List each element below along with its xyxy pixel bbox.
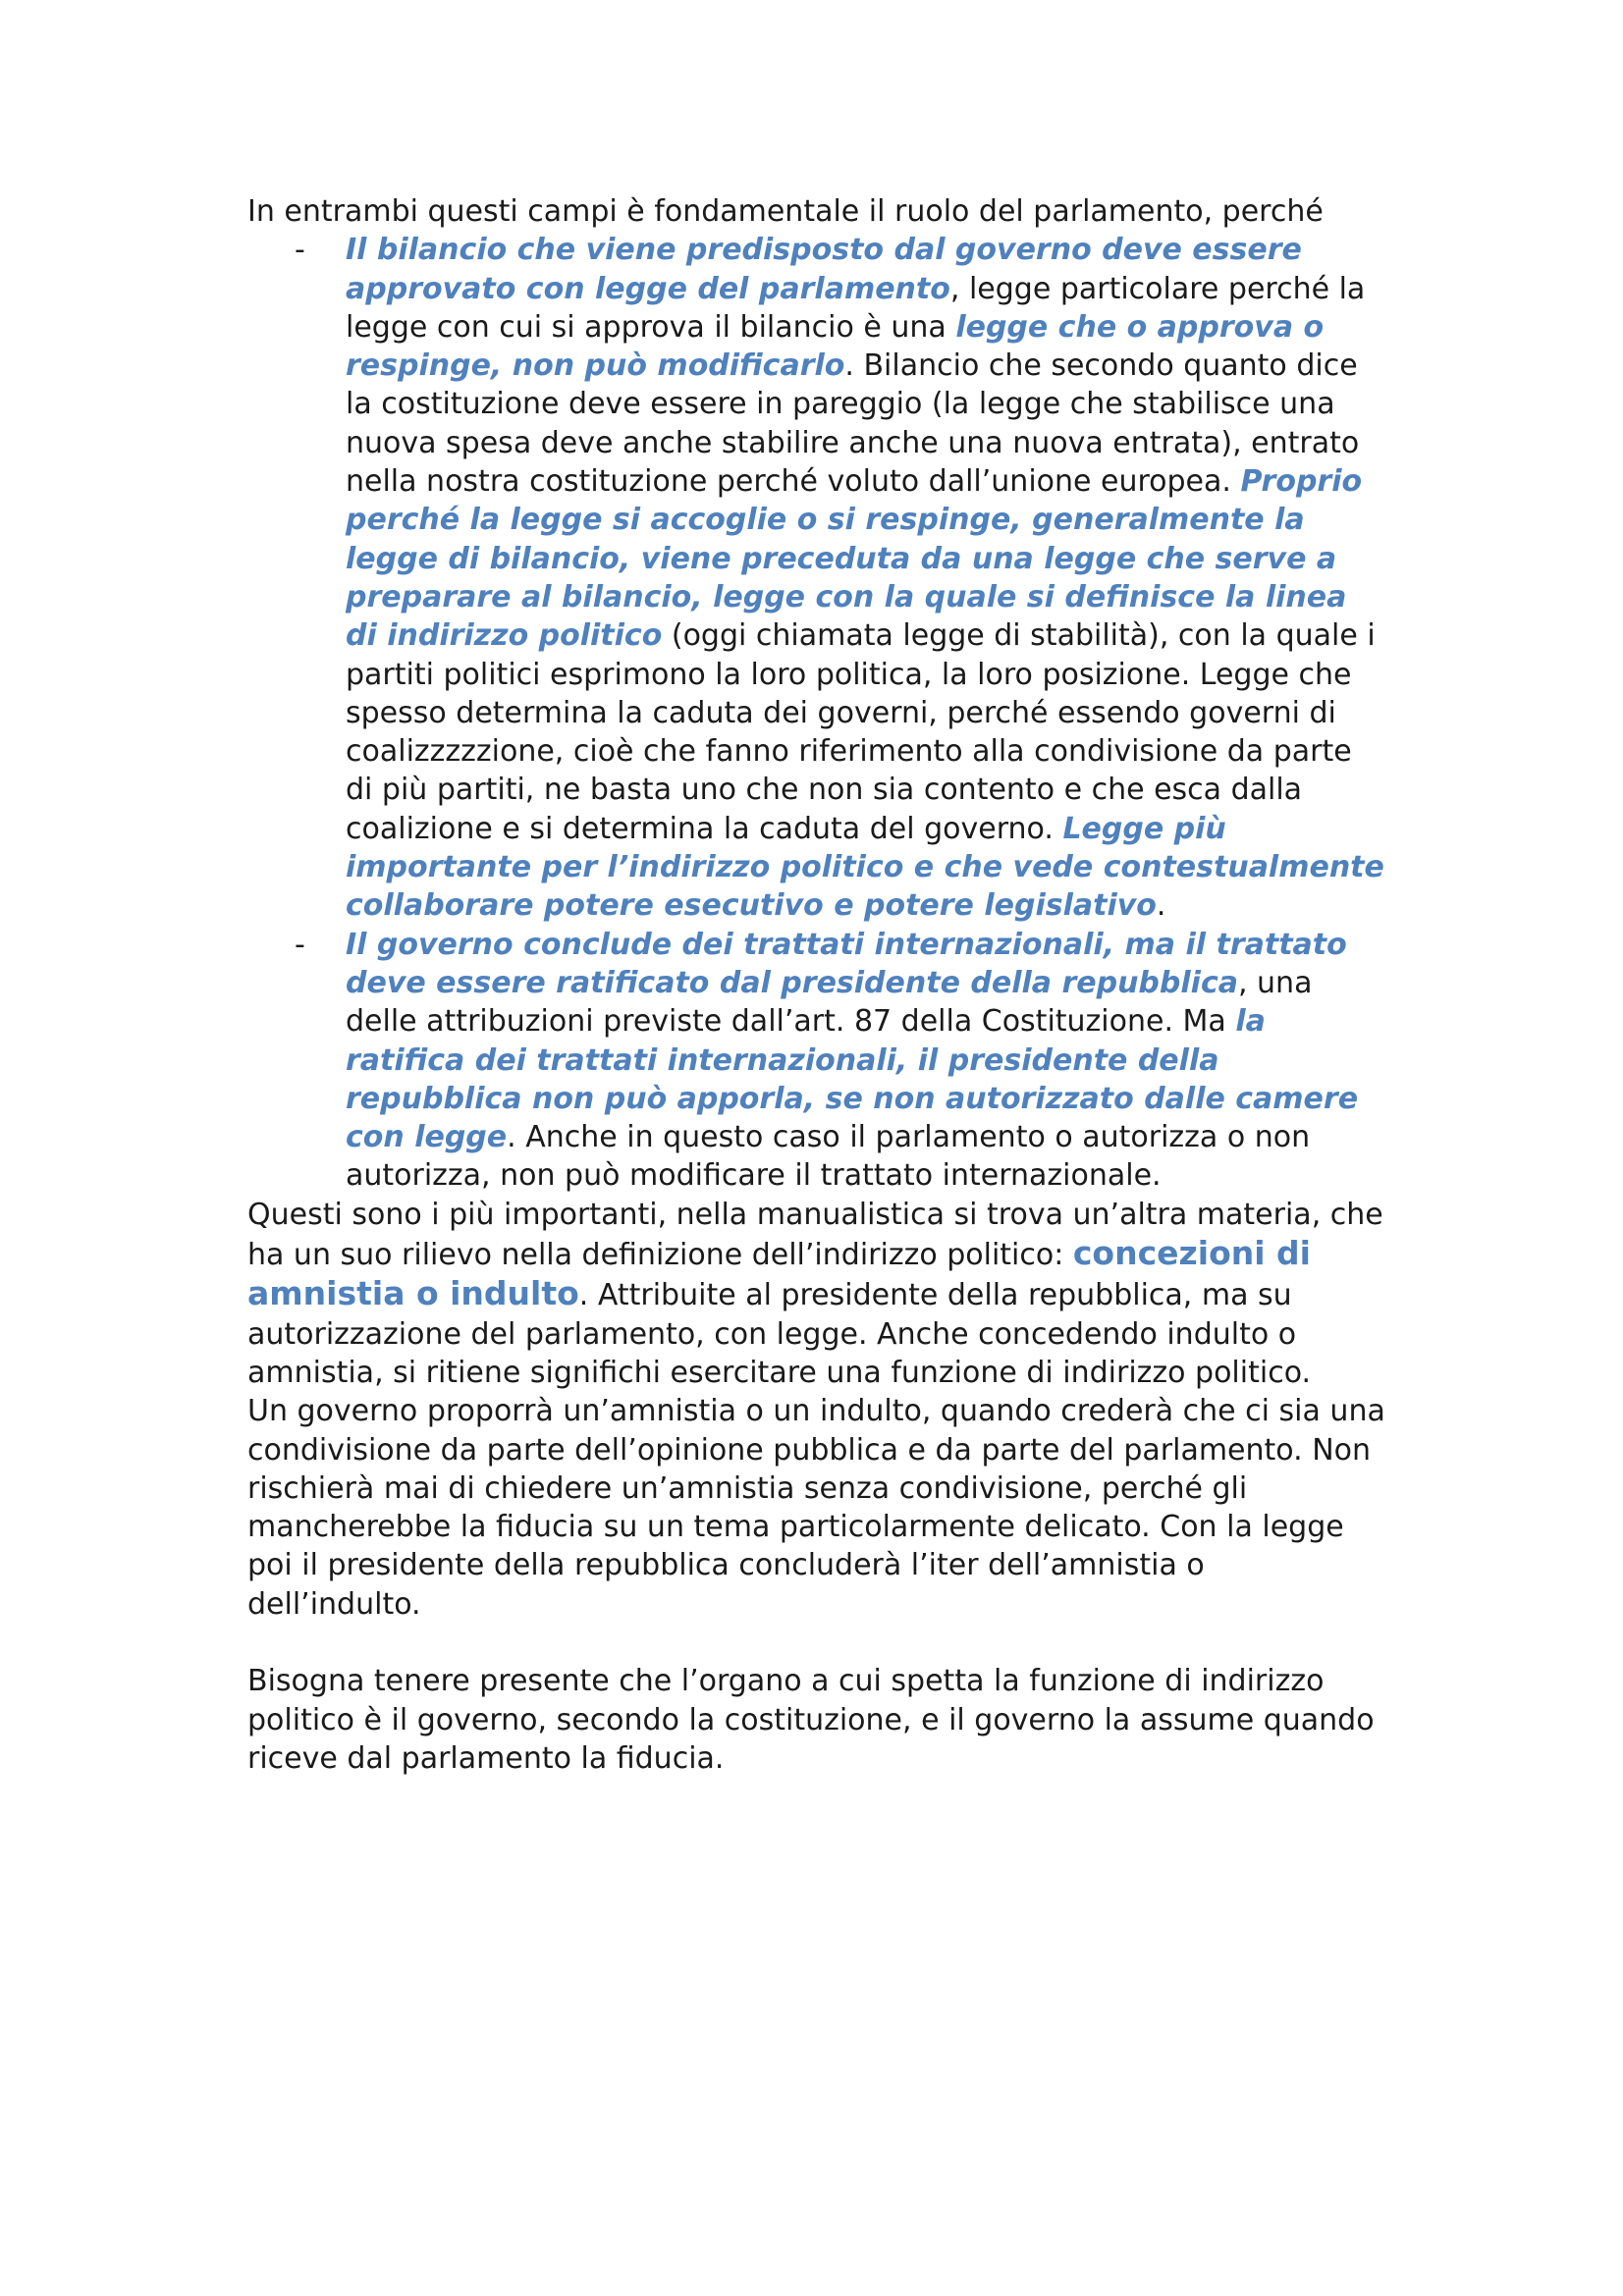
highlight-text: Legge più importante per l’indirizzo politico e che vede contestualmente collaborare potere esecutivo e potere legislativo (346, 811, 1384, 924)
body-text: Questi sono i più importanti, nella manualistica si trova un’altra materia, che ha un suo rilievo nella definizione dell’indirizzo politico: (247, 1197, 1383, 1273)
highlight-heading: concezioni di amnistia o indulto (247, 1234, 1311, 1313)
highlight-text: legge che o approva o respinge, non può modificarlo (346, 309, 1325, 384)
highlight-text: la ratifica dei trattati internazionali, il presidente della repubblica non può apporla, se non autorizzato dalle camere con legge (346, 1004, 1359, 1155)
dash-marker: - (295, 233, 305, 268)
bullet-trattati (247, 926, 1386, 1196)
highlight-text: Il governo conclude dei trattati internazionali, ma il trattato deve essere ratificato dal presidente della repubblica (346, 927, 1347, 1000)
body-text: , legge particolare perché la legge con cui si approva il bilancio è una (346, 271, 1366, 345)
intro-paragraph: In entrambi questi campi è fondamentale il ruolo del parlamento, perché (247, 194, 1324, 229)
body-text: , una delle attribuzioni previste dall’art. 87 della Costituzione. Ma (346, 965, 1313, 1040)
body-text: (oggi chiamata legge di stabilità), con la quale i partiti politici esprimono la loro politica, la loro posizione. Legge che spesso determina la caduta dei governi, perché essendo governi di coalizzzzzione, cioè che fanno riferimento alla condivisione da parte di più partiti, ne basta uno che non sia contento e che esca dalla coalizione e si determina la caduta del governo. (346, 618, 1376, 846)
paragraph-spacer (247, 1624, 1386, 1662)
body-text: . Bilancio che secondo quanto dice la costituzione deve essere in pareggio (la legge che stabilisce una nuova spesa deve anche stabilire anche una nuova entrata), entrato nella nostra costituzione perché voluto dall’unione europea. (346, 348, 1360, 500)
body-text: . (1156, 888, 1166, 924)
body-text: . Attribuite al presidente della repubblica, ma su autorizzazione del parlamento, con legge. Anche concedendo indulto o amnistia, si ritiene significhi esercitare una funzione di indirizzo politico. (247, 1278, 1312, 1390)
paragraph-governo: Un governo proporrà un’amnistia o un indulto, quando crederà che ci sia una condivisione da parte dell’opinione pubblica e da parte del parlamento. Non rischierà mai di chiedere un’amnistia senza condivisione, perché gli mancherebbe la fiducia su un tema particolarmente delicato. Con la legge poi il presidente della repubblica concluderà l’iter dell’amnistia o dell’indulto. (247, 1394, 1385, 1622)
body-text: . Anche in questo caso il parlamento o autorizza o non autorizza, non può modificare il trattato internazionale. (346, 1120, 1311, 1194)
dash-marker: - (295, 927, 305, 962)
bullet-bilancio (247, 231, 1386, 925)
highlight-text: Il bilancio che viene predisposto dal governo deve essere approvato con legge del parlamento (346, 233, 1302, 306)
highlight-text: Proprio perché la legge si accoglie o si respinge, generalmente la legge di bilancio, viene preceduta da una legge che serve a preparare al bilancio, legge con la quale si definisce la linea di indirizzo politico (346, 464, 1363, 654)
paragraph-amnistia (247, 1196, 1386, 1392)
paragraph-final: Bisogna tenere presente che l’organo a cui spetta la funzione di indirizzo politico è il governo, secondo la costituzione, e il governo la assume quando riceve dal parlamento la fiducia. (247, 1664, 1375, 1776)
document-body (247, 192, 1386, 1778)
bullet-list (247, 231, 1386, 1195)
